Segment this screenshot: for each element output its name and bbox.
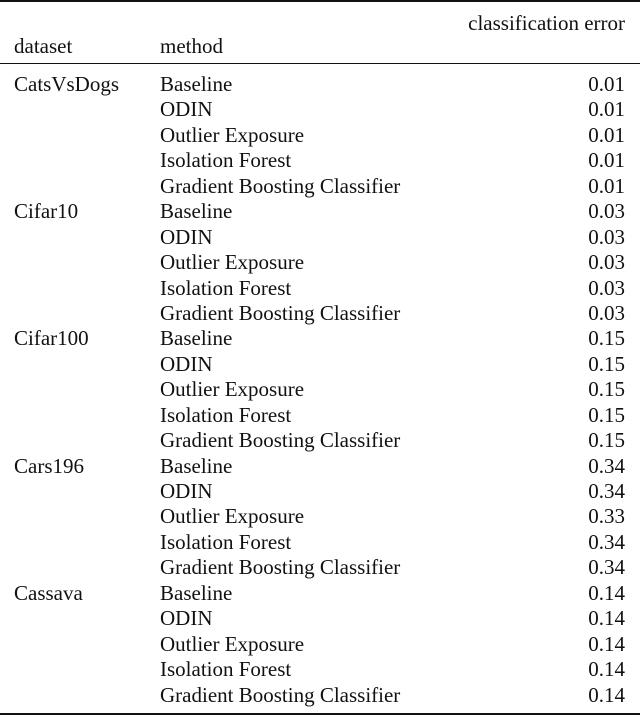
cell-method: Outlier Exposure (160, 631, 305, 656)
table-row (0, 555, 640, 580)
cell-error: 0.01 (588, 122, 625, 147)
cell-method: Isolation Forest (160, 275, 292, 300)
cell-method: Isolation Forest (160, 402, 292, 427)
table-row (0, 301, 640, 326)
table-row (0, 377, 640, 402)
cell-method: Baseline (160, 199, 233, 224)
table-row (0, 72, 640, 97)
cell-error: 0.03 (588, 300, 625, 325)
cell-error: 0.15 (588, 402, 625, 427)
table-row (0, 454, 640, 479)
cell-method: Gradient Boosting Classifier (160, 555, 401, 580)
cell-error: 0.01 (588, 72, 625, 96)
cell-dataset: Cifar100 (14, 326, 89, 351)
table-row (0, 632, 640, 657)
cell-error: 0.14 (588, 580, 625, 605)
cell-error: 0.01 (588, 97, 625, 122)
cell-method: ODIN (160, 97, 213, 122)
cell-error: 0.34 (588, 529, 625, 554)
table-row (0, 428, 640, 453)
cell-method: Outlier Exposure (160, 122, 305, 147)
table-row (0, 225, 640, 250)
cell-method: Baseline (160, 580, 233, 605)
cell-dataset: Cars196 (14, 453, 84, 478)
cell-dataset: Cassava (14, 580, 83, 605)
cell-method: Isolation Forest (160, 148, 292, 173)
cell-method: Baseline (160, 72, 233, 96)
cell-error: 0.03 (588, 199, 625, 224)
cell-error: 0.01 (588, 148, 625, 173)
cell-method: ODIN (160, 224, 213, 249)
cell-error: 0.01 (588, 173, 625, 198)
cell-method: Outlier Exposure (160, 377, 305, 402)
cell-method: ODIN (160, 351, 213, 376)
cell-error: 0.14 (588, 657, 625, 682)
table-row (0, 148, 640, 173)
cell-error: 0.14 (588, 606, 625, 631)
table-row (0, 97, 640, 122)
cell-error: 0.14 (588, 631, 625, 656)
table-row (0, 276, 640, 301)
cell-dataset: CatsVsDogs (14, 72, 120, 96)
cell-error: 0.03 (588, 250, 625, 275)
cell-error: 0.15 (588, 326, 625, 351)
cell-error: 0.03 (588, 224, 625, 249)
table-row (0, 581, 640, 606)
cell-method: Baseline (160, 326, 233, 351)
cell-error: 0.15 (588, 351, 625, 376)
header-method: method (160, 34, 223, 58)
table-row (0, 199, 640, 224)
cell-error: 0.15 (588, 377, 625, 402)
cell-method: Outlier Exposure (160, 504, 305, 529)
header-classification-error: classification error (468, 11, 625, 35)
cell-method: Baseline (160, 453, 233, 478)
cell-error: 0.14 (588, 682, 625, 707)
cell-method: Gradient Boosting Classifier (160, 428, 401, 453)
cell-error: 0.34 (588, 555, 625, 580)
bottom-rule (0, 713, 640, 715)
table-row (0, 606, 640, 631)
table-row (0, 530, 640, 555)
cell-method: Outlier Exposure (160, 250, 305, 275)
table-row (0, 326, 640, 351)
table-body (0, 72, 640, 708)
table-row (0, 123, 640, 148)
table-row (0, 352, 640, 377)
header-dataset: dataset (14, 34, 73, 58)
table-row (0, 504, 640, 529)
top-rule (0, 0, 640, 2)
cell-error: 0.15 (588, 428, 625, 453)
cell-method: Isolation Forest (160, 529, 292, 554)
table-row (0, 250, 640, 275)
cell-error: 0.03 (588, 275, 625, 300)
cell-error: 0.33 (588, 504, 625, 529)
cell-dataset: Cifar10 (14, 199, 79, 224)
header-rule (0, 63, 640, 64)
cell-method: ODIN (160, 606, 213, 631)
cell-error: 0.34 (588, 453, 625, 478)
cell-method: Gradient Boosting Classifier (160, 173, 401, 198)
cell-method: ODIN (160, 479, 213, 503)
table-row (0, 479, 640, 504)
cell-method: Gradient Boosting Classifier (160, 682, 401, 707)
table-row (0, 174, 640, 199)
table-row (0, 657, 640, 682)
table-row (0, 683, 640, 708)
cell-method: Isolation Forest (160, 657, 292, 682)
cell-error: 0.34 (588, 479, 625, 503)
cell-method: Gradient Boosting Classifier (160, 300, 401, 325)
table-row (0, 403, 640, 428)
